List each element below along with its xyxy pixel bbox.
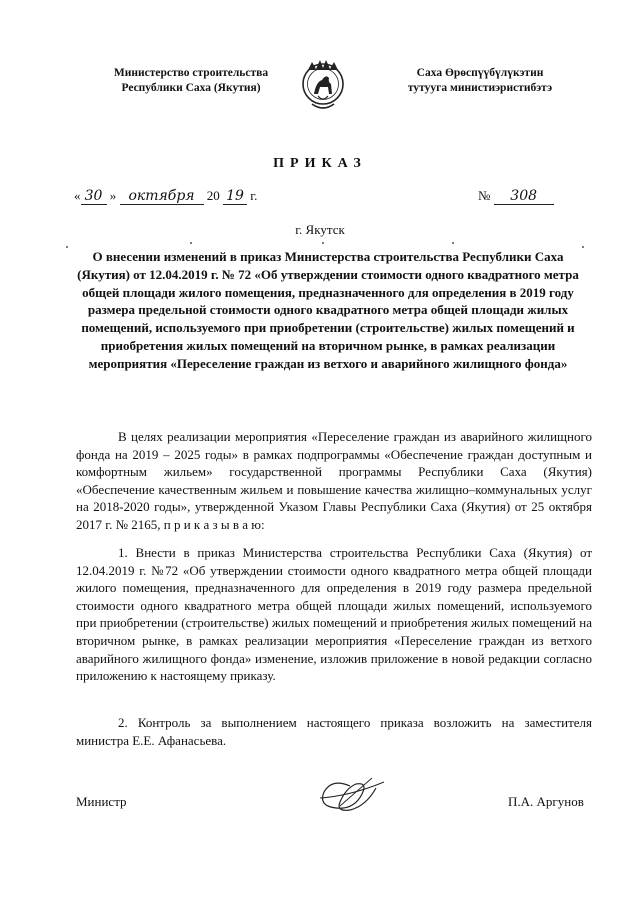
- date-close-quote: »: [109, 188, 117, 203]
- date-month: октября: [120, 188, 204, 205]
- order-number: [478, 188, 554, 205]
- date-year-prefix: 20: [206, 188, 220, 203]
- clause-2-paragraph: [76, 714, 592, 749]
- date-open-quote: «: [74, 188, 81, 203]
- clause-1-paragraph: [76, 544, 592, 685]
- sakha-republic-emblem-icon: [298, 56, 348, 116]
- ministry-name-sakha-line2: тутууга министиэристибэтэ: [407, 82, 553, 94]
- ministry-name-ru-line1: Министерство строительства: [113, 67, 269, 79]
- order-number-value: 308: [494, 188, 554, 205]
- date-day: 30: [81, 188, 107, 205]
- signatory-position: Министр: [76, 794, 127, 809]
- date-year-suffix: 19: [223, 188, 247, 205]
- order-date: [74, 188, 257, 205]
- handwritten-signature-icon: [310, 768, 390, 818]
- ministry-name-sakha-line1: Саха Өрөспүүбүлүкэтин: [416, 67, 544, 79]
- order-number-label: №: [478, 188, 491, 203]
- city: г. Якутск: [295, 222, 345, 237]
- scan-mark: [452, 242, 454, 244]
- preamble-text: В целях реализации мероприятия «Переселение граждан из аварийного жилищного фонда на 2019 – 2025 годы» в рамках подпрограммы «Обеспечение граждан доступным и комфортным жильем» государственной программы Республики Саха (Якутия) «Обеспечение качественным жильем и повышение качества жилищно–коммунальных услуг на 2018-2020 годы», утвержденной Указом Главы Республики Саха (Якутия) от 25 октября 2017 г. № 2165, п р и к а з ы в а ю:: [76, 429, 592, 532]
- preamble-paragraph: [76, 428, 592, 534]
- ministry-name-sakha: [380, 66, 580, 96]
- signatory-name: П.А. Аргунов: [508, 794, 584, 809]
- clause-1-text: 1. Внести в приказ Министерства строительства Республики Саха (Якутия) от 12.04.2019 г. №72 «Об утверждении стоимости одного квадратного метра общей площади жилого помещения, предназначенного для определения в 2019 году размера предельной стоимости одного квадратного метра общей площади жилых помещений, используемого при приобретении (строительстве) жилых помещений и приобретения жилых помещений на вторичном рынке, в рамках реализации мероприятия «Переселение граждан из ветхого аварийного жилищного фонда» изменение, изложив приложение в новой редакции согласно приложению к настоящему приказу.: [76, 545, 592, 684]
- scan-mark: [190, 242, 192, 244]
- ministry-name-ru-line2: Республики Саха (Якутия): [121, 82, 261, 94]
- date-year-unit: г.: [250, 188, 258, 203]
- order-subject: О внесении изменений в приказ Министерства строительства Республики Саха (Якутия) от 12.04.2019 г. № 72 «Об утверждении стоимости одного квадратного метра общей площади жилого помещения, предназначенного для определения в 2019 году размера предельной стоимости одного квадратного метра общей площади жилых помещений, используемого при приобретении (строительстве) жилых помещений и приобретения жилых помещений на вторичном рынке, в рамках реализации мероприятия «Переселение граждан из ветхого и аварийного жилищного фонда»: [77, 249, 579, 371]
- ministry-name-russian: [96, 66, 286, 96]
- clause-2-text: 2. Контроль за выполнением настоящего приказа возложить на заместителя министра Е.Е. Афанасьева.: [76, 715, 592, 748]
- document-title: ПРИКАЗ: [273, 156, 367, 171]
- scan-mark: [322, 242, 324, 244]
